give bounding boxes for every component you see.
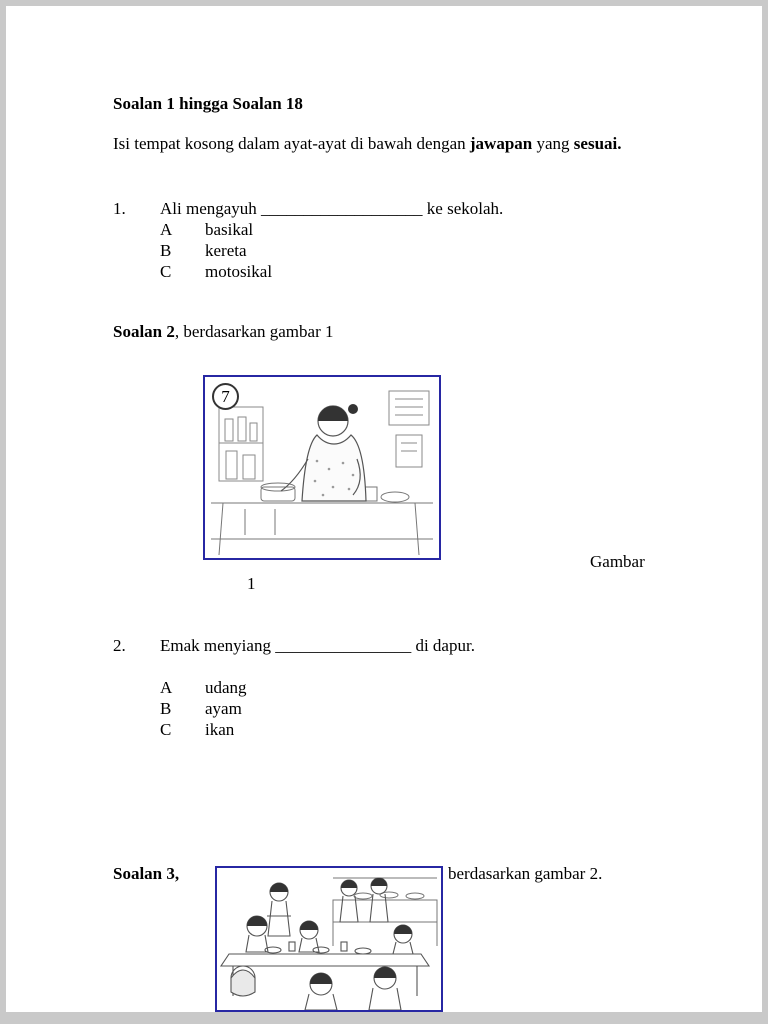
- question-2-text-post: di dapur.: [411, 636, 475, 655]
- question-1-option-a: [160, 220, 253, 240]
- soalan-3-text: berdasarkan gambar 2.: [448, 864, 603, 883]
- option-text: ayam: [205, 699, 242, 718]
- question-2-option-a: [160, 678, 247, 698]
- soalan-3-label: Soalan 3,: [113, 864, 180, 883]
- instruction-bold-jawapan: jawapan: [469, 134, 533, 153]
- option-letter: A: [160, 678, 173, 697]
- instruction: [113, 134, 622, 154]
- soalan-2-heading: [113, 322, 334, 342]
- document-page: [6, 6, 762, 1012]
- figure-1-caption-number: 1: [247, 574, 256, 593]
- option-text: ikan: [205, 720, 235, 739]
- question-1-option-c: [160, 262, 272, 282]
- question-2-number: 2.: [113, 636, 126, 655]
- kitchen-illustration: [205, 377, 439, 558]
- section-heading: Soalan 1 hingga Soalan 18: [113, 94, 303, 113]
- figure-1-caption-label: Gambar: [590, 552, 645, 571]
- instruction-bold-sesuai: sesuai.: [573, 134, 622, 153]
- question-2-blank: ________________: [275, 636, 412, 655]
- option-letter: B: [160, 241, 172, 260]
- option-letter: B: [160, 699, 172, 718]
- instruction-pre: Isi tempat kosong dalam ayat-ayat di bawah dengan: [113, 134, 470, 153]
- option-text: basikal: [205, 220, 254, 239]
- canteen-illustration: [217, 868, 441, 1010]
- option-text: motosikal: [205, 262, 273, 281]
- figure-2: [215, 866, 443, 1012]
- soalan-2-bold: Soalan 2: [113, 322, 175, 341]
- question-1-number: 1.: [113, 199, 126, 218]
- figure-1: [203, 375, 441, 560]
- question-1: [113, 199, 503, 219]
- question-2-text-pre: Emak menyiang: [160, 636, 276, 655]
- question-2-option-c: [160, 720, 234, 740]
- option-letter: C: [160, 262, 172, 281]
- question-1-text-pre: Ali mengayuh: [160, 199, 262, 218]
- soalan-2-rest: , berdasarkan gambar 1: [174, 322, 334, 341]
- question-2: [113, 636, 475, 656]
- figure-1-badge: 7: [212, 383, 239, 410]
- question-1-option-b: [160, 241, 247, 261]
- option-text: kereta: [205, 241, 247, 260]
- instruction-mid: yang: [532, 134, 574, 153]
- option-letter: A: [160, 220, 173, 239]
- option-letter: C: [160, 720, 172, 739]
- question-2-option-b: [160, 699, 242, 719]
- question-1-blank: ___________________: [261, 199, 423, 218]
- question-1-text-post: ke sekolah.: [422, 199, 504, 218]
- option-text: udang: [205, 678, 247, 697]
